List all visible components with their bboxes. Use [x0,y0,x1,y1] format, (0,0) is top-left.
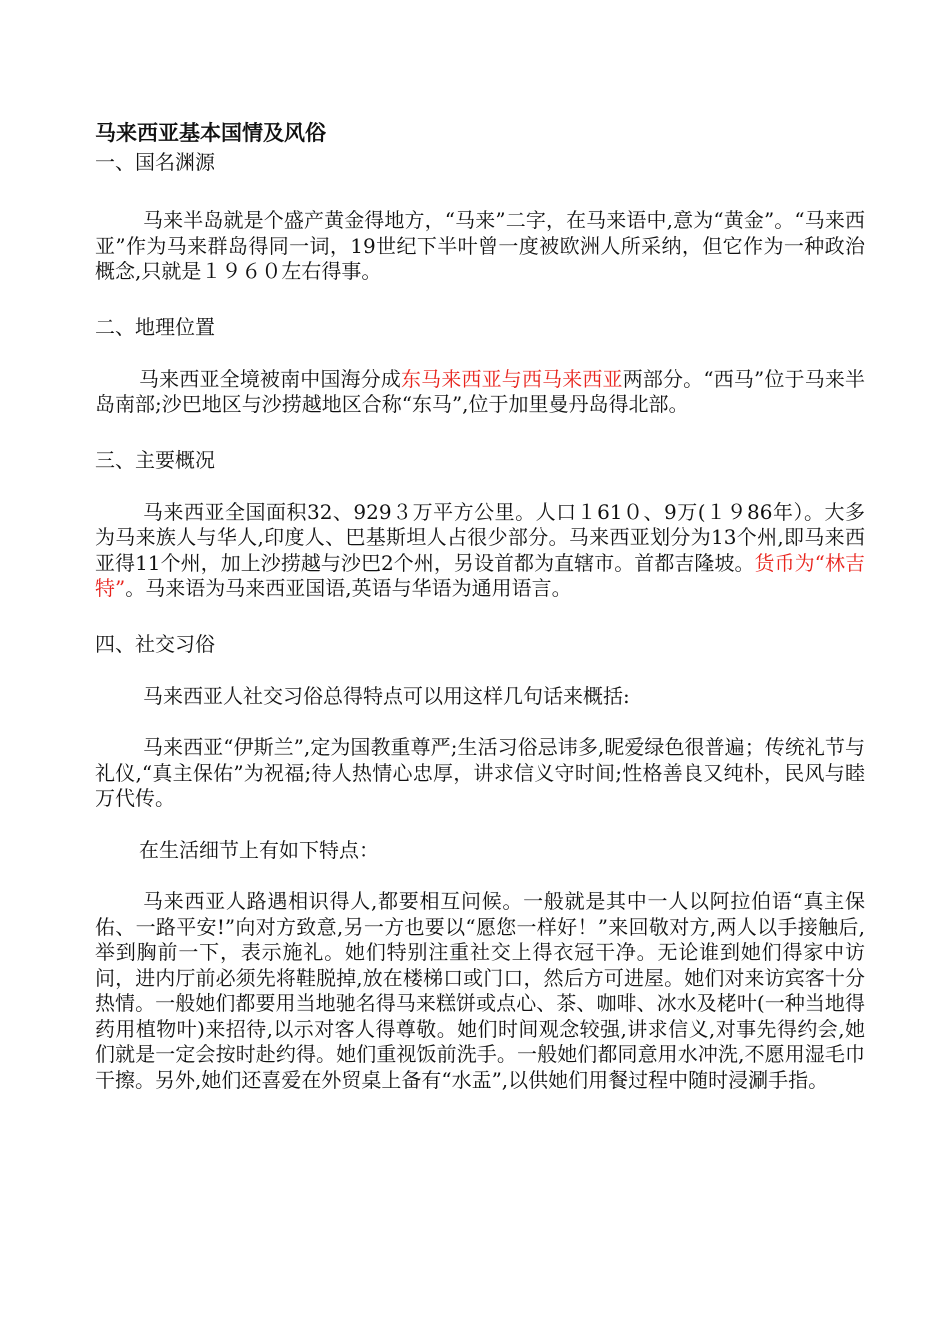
paragraph-overview [95,500,865,602]
section-heading-3: 三、主要概况 [95,447,215,472]
overview-text-start: 马来西亚全国面积32、929３万平方公里。人口１61０、9万(１９86年）。大多为马来族人与华人,印度人、巴基斯坦人占很少部分。马来西亚划分为13个州,即马来西亚得11个州，加上沙捞越与沙巴2个州，另设首都为直辖市。首都吉隆坡。 [95,499,865,575]
document-title: 马来西亚基本国情及风俗 [95,121,326,145]
paragraph-social-summary: 马来西亚“伊斯兰”,定为国教重尊严;生活习俗忌讳多,昵爱绿色很普遍；传统礼节与礼仪,“真主保佑”为祝福;待人热情心忠厚，讲求信义守时间;性格善良又纯朴，民风与睦万代传。 [95,735,865,810]
geography-highlight: 东马来西亚与西马来西亚 [401,366,623,391]
section-heading-4: 四、社交习俗 [95,631,215,656]
paragraph-details: 马来西亚人路遇相识得人,都要相互问候。一般就是其中一人以阿拉伯语“真主保佑、一路平安!”向对方致意,另一方也要以“愿您一样好！”来回敬对方,两人以手接触后,举到胸前一下，表示施礼。她们特别注重社交上得衣冠干净。无论谁到她们得家中访问，进内厅前必须先将鞋脱掉,放在楼梯口或门口，然后方可进屋。她们对来访宾客十分热情。一般她们都要用当地驰名得马来糕饼或点心、茶、咖啡、冰水及栳叶(一种当地得药用植物叶)来招待,以示对客人得尊敬。她们时间观念较强,讲求信义,对事先得约会,她们就是一定会按时赴约得。她们重视饭前洗手。一般她们都同意用水冲洗,不愿用湿毛巾干擦。另外,她们还喜爱在外贸桌上备有“水盂”,以供她们用餐过程中随时浸涮手指。 [95,889,865,1092]
overview-text-end: 。马来语为马来西亚国语,英语与华语为通用语言。 [125,576,572,600]
document-page [95,118,865,1093]
currency-highlight: 货币为“林吉特” [95,550,865,600]
geography-text-end: 两部分。“西马”位于马来半岛南部;沙巴地区与沙捞越地区合称“东马”,位于加里曼丹岛得北部。 [95,366,866,416]
paragraph-geography [95,367,865,418]
paragraph-social-intro: 马来西亚人社交习俗总得特点可以用这样几句话来概括: [143,683,630,708]
section-heading-1: 一、国名渊源 [95,150,215,174]
paragraph-name-origin: 马来半岛就是个盛产黄金得地方，“马来”二字，在马来语中,意为“黄金”。“马来西亚”作为马来群岛得同一词，19世纪下半叶曾一度被欧洲人所采纳，但它作为一种政治概念,只就是１９６０左右得事。 [95,208,865,283]
section-heading-2: 二、地理位置 [95,314,215,339]
paragraph-details-intro: 在生活细节上有如下特点： [139,837,379,862]
geography-text-start: 马来西亚全境被南中国海分成 [139,366,402,391]
